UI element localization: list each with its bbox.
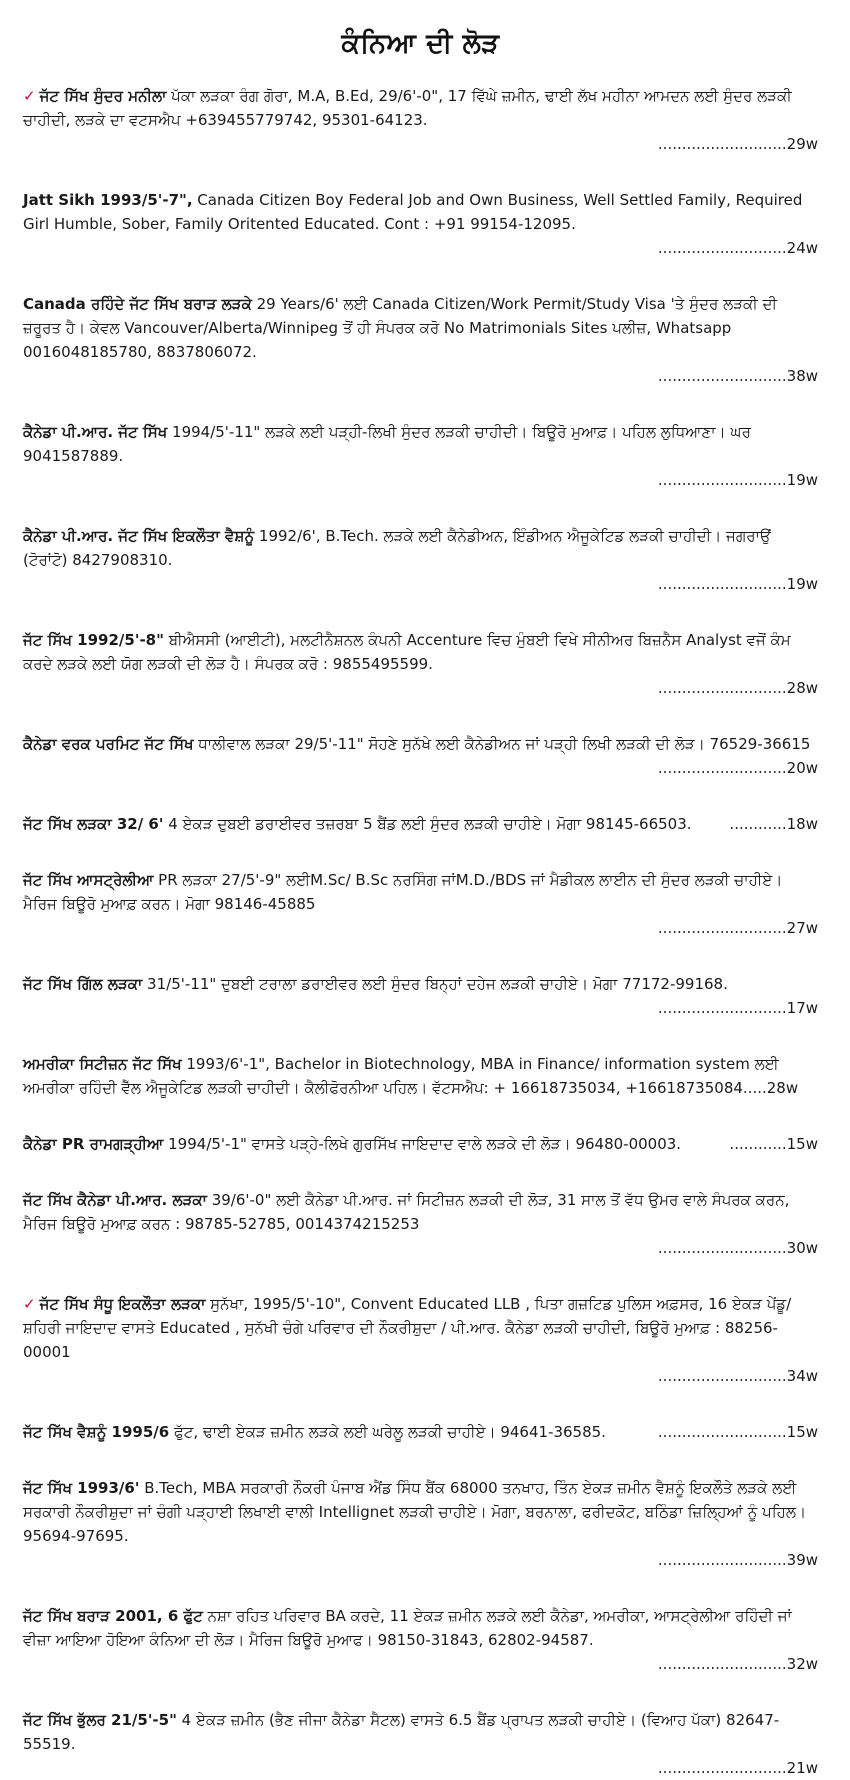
listing-headline: ਜੱਟ ਸਿੱਖ ਗਿੱਲ ਲੜਕਾ [23, 975, 143, 993]
listing-headline: ਜੱਟ ਸਿੱਖ ਭੁੱਲਰ 21/5'-5" [23, 1711, 177, 1729]
listing-text: 4 ਏਕੜ ਦੁਬਈ ਡਰਾਈਵਰ ਤਜ਼ਰਬਾ 5 ਬੈਂਡ ਲਈ ਸੁੰਦਰ ਲੜਕੀ ਚਾਹੀਏ। ਮੋਗਾ 98145-66503. [163, 815, 692, 833]
listing-headline: ਜੱਟ ਸਿੱਖ ਸੁੰਦਰ ਮਨੀਲਾ [39, 87, 167, 105]
listing-code: ...........................19w [657, 575, 818, 593]
listing-text: ਨਸ਼ਾ ਰਹਿਤ ਪਰਿਵਾਰ BA ਕਰਦੇ, 11 ਏਕੜ ਜ਼ਮੀਨ ਲੜਕੇ ਲਈ ਕੈਨੇਡਾ, ਅਮਰੀਕਾ, ਆਸਟ੍ਰੇਲੀਆ ਰਹਿੰਦੀ ਜਾਂ ਵੀਜ਼ਾ ਆਇਆ ਹੋਇਆ ਕੰਨਿਆ ਦੀ ਲੋੜ। ਮੈਰਿਜ ਬਿਊਰੋ ਮੁਆਫ। 98150-31843, 62802-94587. [23, 1607, 792, 1649]
listing-text: Canada Citizen Boy Federal Job and Own Business, Well Settled Family, Required Girl Humble, Sober, Family Oritented Educated. Cont : +91 99154-12095. [23, 191, 803, 233]
listing-text: 39/6'-0" ਲਈ ਕੈਨੇਡਾ ਪੀ.ਆਰ. ਜਾਂ ਸਿਟੀਜ਼ਨ ਲੜਕੀ ਦੀ ਲੋੜ, 31 ਸਾਲ ਤੋਂ ਵੱਧ ਉਮਰ ਵਾਲੇ ਸੰਪਰਕ ਕਰਨ, ਮੈਰਿਜ ਬਿਊਰੋ ਮੁਆਫ਼ ਕਰਨ : 98785-52785, 0014374215253 [23, 1191, 790, 1233]
listing-headline: Canada ਰਹਿੰਦੇ ਜੱਟ ਸਿੱਖ ਬਰਾੜ ਲੜਕੇ [23, 295, 252, 313]
listing-code: ...........................27w [657, 919, 818, 937]
listing-headline: ਅਮਰੀਕਾ ਸਿਟੀਜ਼ਨ ਜੱਟ ਸਿੱਖ [23, 1055, 182, 1073]
listing-text: ਬੀਐਸਸੀ (ਆਈਟੀ), ਮਲਟੀਨੈਸ਼ਨਲ ਕੰਪਨੀ Accenture ਵਿਚ ਮੁੰਬਈ ਵਿਖੇ ਸੀਨੀਅਰ ਬਿਜ਼ਨੈਸ Analyst ਵਜੋਂ ਕੰਮ ਕਰਦੇ ਲੜਕੇ ਲਈ ਯੋਗ ਲੜਕੀ ਦੀ ਲੋੜ ਹੈ। ਸੰਪਰਕ ਕਰੋ : 9855495599. [23, 631, 791, 673]
listing-text: PR ਲੜਕਾ 27/5'-9" ਲਈM.Sc/ B.Sc ਨਰਸਿੰਗ ਜਾਂM.D./BDS ਜਾਂ ਮੈਡੀਕਲ ਲਾਈਨ ਦੀ ਸੁੰਦਰ ਲੜਕੀ ਚਾਹੀਏ। ਮੈਰਿਜ ਬਿਊਰੋ ਮੁਆਫ਼ ਕਰਨ। ਮੋਗਾ 98146-45885 [23, 871, 783, 913]
listing-headline: ਕੈਨੇਡਾ PR ਰਾਮਗੜ੍ਹੀਆ [23, 1135, 164, 1153]
listing-headline: ਜੱਟ ਸਿੱਖ ਲੜਕਾ 32/ 6' [23, 815, 164, 833]
listing-text: ਧਾਲੀਵਾਲ ਲੜਕਾ 29/5'-11" ਸੋਹਣੇ ਸੁਨੱਖੇ ਲਈ ਕੈਨੇਡੀਅਨ ਜਾਂ ਪੜ੍ਹੀ ਲਿਖੀ ਲੜਕੀ ਦੀ ਲੋੜ। 76529-36615 [193, 735, 811, 753]
listing-headline: ਜੱਟ ਸਿੱਖ ਕੈਨੇਡਾ ਪੀ.ਆਰ. ਲੜਕਾ [23, 1191, 207, 1209]
listing-code: ...........................24w [657, 239, 818, 257]
listing-headline: ਕੈਨੇਡਾ ਪੀ.ਆਰ. ਜੱਟ ਸਿੱਖ [23, 423, 168, 441]
listing-item [23, 628, 818, 700]
listing-code: ...........................17w [657, 999, 818, 1017]
listing-code: ...........................38w [657, 367, 818, 385]
listing-text: 1994/5'-1" ਵਾਸਤੇ ਪੜ੍ਹੇ-ਲਿਖੇ ਗੁਰਸਿੱਖ ਜਾਇਦਾਦ ਵਾਲੇ ਲੜਕੇ ਦੀ ਲੋੜ। 96480-00003. [163, 1135, 682, 1153]
listing-text: 1992/6', B.Tech. ਲੜਕੇ ਲਈ ਕੈਨੇਡੀਅਨ, ਇੰਡੀਅਨ ਐਜੂਕੇਟਿਡ ਲੜਕੀ ਚਾਹੀਦੀ। ਜਗਰਾਉਂ (ਟੋਰਾਂਟੋ) 8427908310. [23, 527, 771, 569]
listing-headline: ਜੱਟ ਸਿੱਖ ਆਸਟ੍ਰੇਲੀਆ [23, 871, 154, 889]
listing-headline: ਕੈਨੇਡਾ ਵਰਕ ਪਰਮਿਟ ਜੱਟ ਸਿੱਖ [23, 735, 194, 753]
listing-code: ...........................39w [657, 1551, 818, 1569]
listing-item [23, 1052, 818, 1100]
listing-item [23, 1132, 818, 1156]
listing-item [23, 1188, 818, 1260]
listing-text: 4 ਏਕੜ ਜ਼ਮੀਨ (ਭੈਣ ਜੀਜਾ ਕੈਨੇਡਾ ਸੈਟਲ) ਵਾਸਤੇ 6.5 ਬੈਂਡ ਪ੍ਰਾਪਤ ਲੜਕੀ ਚਾਹੀਏ। (ਵਿਆਹ ਪੱਕਾ) 82647-55519. [23, 1711, 780, 1753]
listing-code: ...........................32w [657, 1655, 818, 1673]
listing-code: ...........................29w [657, 135, 818, 153]
listing-item [23, 188, 818, 260]
listing-headline: ਕੈਨੇਡਾ ਪੀ.ਆਰ. ਜੱਟ ਸਿੱਖ ਇਕਲੌਤਾ ਵੈਸ਼ਨੂੰ [23, 527, 255, 545]
listing-item [23, 972, 818, 1020]
listing-item [23, 292, 818, 388]
listing-item [23, 420, 818, 492]
listing-item [23, 1292, 818, 1388]
check-mark-icon: ✓ [23, 87, 36, 105]
listing-code: ............15w [729, 1135, 818, 1153]
listing-code: ...........................19w [657, 471, 818, 489]
listing-code: ...........................30w [657, 1239, 818, 1257]
listing-headline: ਜੱਟ ਸਿੱਖ 1992/5'-8" [23, 631, 164, 649]
listing-item [23, 732, 818, 780]
listing-code: ............18w [729, 815, 818, 833]
listing-item [23, 524, 818, 596]
check-mark-icon: ✓ [23, 1295, 36, 1313]
listing-headline: Jatt Sikh 1993/5'-7", [23, 191, 193, 209]
listing-text: ਪੱਕਾ ਲੜਕਾ ਰੰਗ ਗੋਰਾ, M.A, B.Ed, 29/6'-0", 17 ਵਿੱਘੇ ਜ਼ਮੀਨ, ਢਾਈ ਲੱਖ ਮਹੀਨਾ ਆਮਦਨ ਲਈ ਸੁੰਦਰ ਲੜਕੀ ਚਾਹੀਦੀ, ਲੜਕੇ ਦਾ ਵਟਸਐਪ +639455779742, 95301-64123. [23, 87, 792, 129]
listing-item [23, 84, 818, 156]
listing-text: B.Tech, MBA ਸਰਕਾਰੀ ਨੌਕਰੀ ਪੰਜਾਬ ਐਂਡ ਸਿੰਧ ਬੈਂਕ 68000 ਤਨਖਾਹ, ਤਿੰਨ ਏਕੜ ਜ਼ਮੀਨ ਵੈਸ਼ਨੂੰ ਇਕਲੌਤੇ ਲੜਕੇ ਲਈ ਸਰਕਾਰੀ ਨੌਕਰੀਸ਼ੁਦਾ ਜਾਂ ਚੰਗੀ ਪੜ੍ਹਾਈ ਲਿਖਾਈ ਵਾਲੀ Intellignet ਲੜਕੀ ਚਾਹੀਏ। ਮੋਗਾ, ਬਰਨਾਲਾ, ਫਰੀਦਕੋਟ, ਬਠਿੰਡਾ ਜ਼ਿਲ੍ਹਿਆਂ ਨੂੰ ਪਹਿਲ। 95694-97695. [23, 1479, 807, 1545]
listing-headline: ਜੱਟ ਸਿੱਖ ਬਰਾੜ 2001, 6 ਫੁੱਟ [23, 1607, 203, 1625]
listing-text: 29 Years/6' ਲਈ Canada Citizen/Work Permit/Study Visa 'ਤੇ ਸੁੰਦਰ ਲੜਕੀ ਦੀ ਜ਼ਰੂਰਤ ਹੈ। ਕੇਵਲ Vancouver/Alberta/Winnipeg ਤੋਂ ਹੀ ਸੰਪਰਕ ਕਰੋ No Matrimonials Sites ਪਲੀਜ਼, Whatsapp 0016048185780, 8837806072. [23, 295, 777, 361]
listing-code: ....28w [747, 1079, 799, 1097]
listing-text: ਫੁੱਟ, ਢਾਈ ਏਕੜ ਜ਼ਮੀਨ ਲੜਕੇ ਲਈ ਘਰੇਲੂ ਲੜਕੀ ਚਾਹੀਏ। 94641-36585. [169, 1423, 606, 1441]
listing-code: ...........................34w [657, 1367, 818, 1385]
listing-item [23, 868, 818, 940]
listing-code: ...........................28w [657, 679, 818, 697]
listing-item [23, 1708, 818, 1780]
listing-headline: ਜੱਟ ਸਿੱਖ ਵੈਸ਼ਨੂੰ 1995/6 [23, 1423, 170, 1441]
listing-item [23, 1604, 818, 1676]
listing-text: ਸੁਨੱਖਾ, 1995/5'-10", Convent Educated LLB , ਪਿਤਾ ਗਜ਼ਟਿਡ ਪੁਲਿਸ ਅਫ਼ਸਰ, 16 ਏਕੜ ਪੇਂਡੂ/ਸ਼ਹਿਰੀ ਜਾਇਦਾਦ ਵਾਸਤੇ Educated , ਸੁਨੱਖੀ ਚੰਗੇ ਪਰਿਵਾਰ ਦੀ ਨੌਕਰੀਸ਼ੁਦਾ / ਪੀ.ਆਰ. ਕੈਨੇਡਾ ਲੜਕੀ ਚਾਹੀਦੀ, ਬਿਊਰੋ ਮੁਆਫ਼ : 88256-00001 [23, 1295, 792, 1361]
listing-item [23, 1420, 818, 1444]
listing-code: ...........................15w [657, 1423, 818, 1441]
listing-code: ...........................21w [657, 1759, 818, 1777]
listing-text: 31/5'-11" ਦੁਬਈ ਟਰਾਲਾ ਡਰਾਈਵਰ ਲਈ ਸੁੰਦਰ ਬਿਨ੍ਹਾਂ ਦਹੇਜ ਲੜਕੀ ਚਾਹੀਏ। ਮੋਗਾ 77172-99168. [142, 975, 728, 993]
listing-headline: ਜੱਟ ਸਿੱਖ ਸੰਧੂ ਇਕਲੌਤਾ ਲੜਕਾ [39, 1295, 206, 1313]
page-title: ਕੰਨਿਆ ਦੀ ਲੋੜ [341, 28, 500, 59]
listing-code: ...........................20w [657, 759, 818, 777]
listing-text: 1993/6'-1", Bachelor in Biotechnology, MBA in Finance/ information system ਲਈ ਅਮਰੀਕਾ ਰਹਿੰਦੀ ਵੈੱਲ ਐਜੂਕੇਟਿਡ ਲੜਕੀ ਚਾਹੀਦੀ। ਕੈਲੀਫੋਰਨੀਆ ਪਹਿਲ। ਵੱਟਸਐਪ: + 16618735034, +16618735084. [23, 1055, 779, 1097]
listing-text: 1994/5'-11" ਲੜਕੇ ਲਈ ਪੜ੍ਹੀ-ਲਿਖੀ ਸੁੰਦਰ ਲੜਕੀ ਚਾਹੀਦੀ। ਬਿਊਰੋ ਮੁਆਫ਼। ਪਹਿਲ ਲੁਧਿਆਣਾ। ਘਰ 9041587889. [23, 423, 751, 465]
listing-headline: ਜੱਟ ਸਿੱਖ 1993/6' [23, 1479, 140, 1497]
listing-item [23, 1476, 818, 1572]
listing-item [23, 812, 818, 836]
